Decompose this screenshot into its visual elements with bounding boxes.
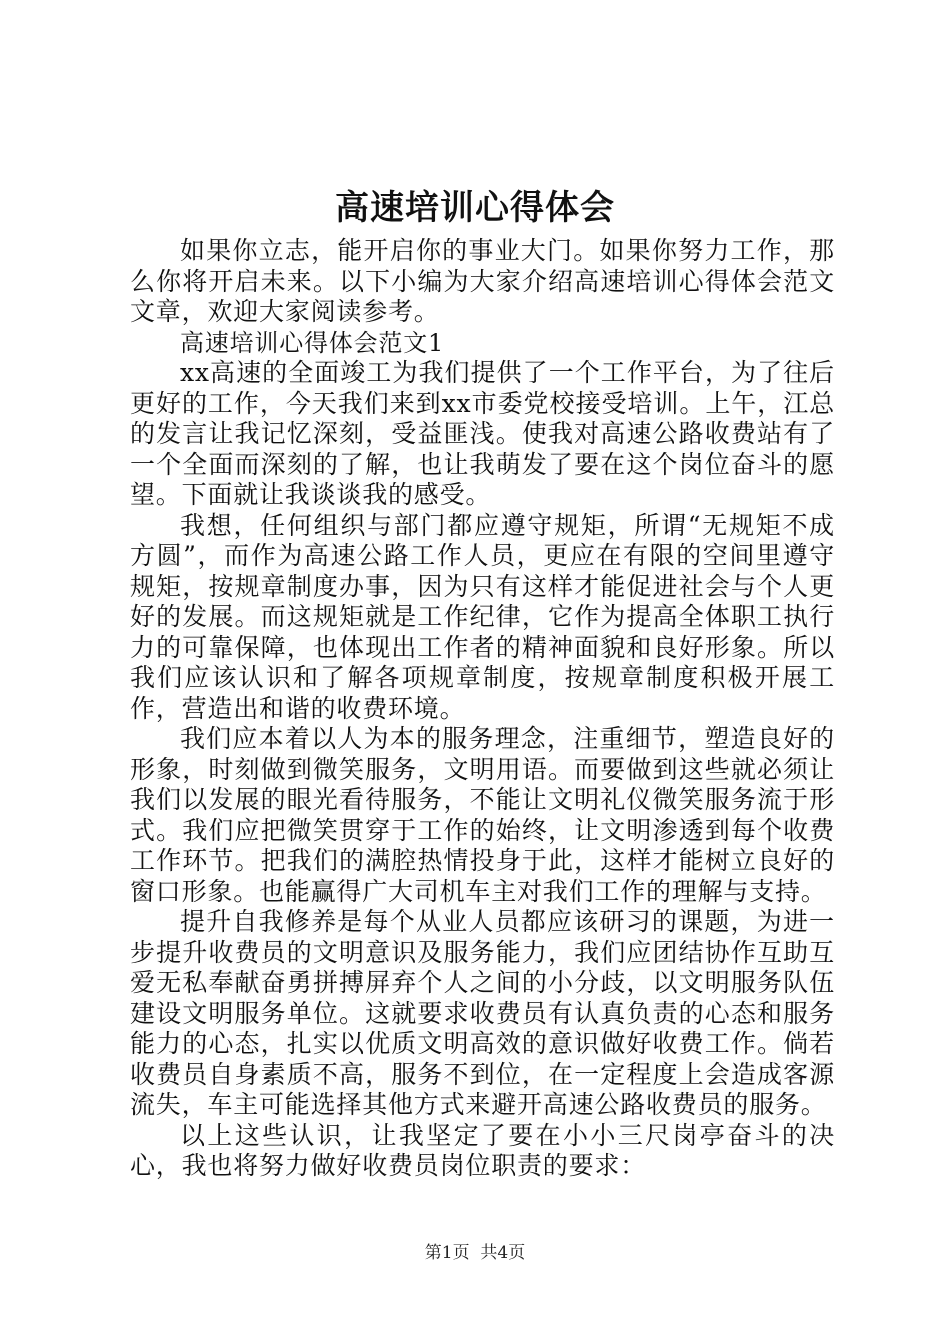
body-paragraph: xx高速的全面竣工为我们提供了一个工作平台，为了往后更好的工作，今天我们来到xx市委党校接受培训。上午，江总的发言让我记忆深刻，受益匪浅。使我对高速公路收费站有了一个全面而深刻的了解，也让我萌发了要在这个岗位奋斗的愿望。下面就让我谈谈我的感受。 <box>130 358 835 509</box>
body-paragraph: 我们应本着以人为本的服务理念，注重细节，塑造良好的形象，时刻做到微笑服务，文明用语。而要做到这些就必须让我们以发展的眼光看待服务，不能让文明礼仪微笑服务流于形式。我们应把微笑贯穿于工作的始终，让文明渗透到每个收费工作环节。把我们的满腔热情投身于此，这样才能树立良好的窗口形象。也能赢得广大司机车主对我们工作的理解与支持。 <box>130 724 835 906</box>
page-footer <box>0 1241 950 1265</box>
body-paragraph: 以上这些认识，让我坚定了要在小小三尺岗亭奋斗的决心，我也将努力做好收费员岗位职责的要求： <box>130 1120 835 1180</box>
page-number: 第1页 <box>424 1243 470 1263</box>
document-title: 高速培训心得体会 <box>335 188 615 228</box>
document-body <box>130 236 835 1182</box>
page-total: 共4页 <box>480 1243 526 1263</box>
body-paragraph: 我想，任何组织与部门都应遵守规矩，所谓“无规矩不成方圆”，而作为高速公路工作人员，更应在有限的空间里遵守规矩，按规章制度办事，因为只有这样才能促进社会与个人更好的发展。而这规矩就是工作纪律，它作为提高全体职工执行力的可靠保障，也体现出工作者的精神面貌和良好形象。所以我们应该认识和了解各项规章制度，按规章制度积极开展工作，营造出和谐的收费环境。 <box>130 510 835 723</box>
section-heading: 高速培训心得体会范文1 <box>180 328 445 357</box>
intro-paragraph: 如果你立志，能开启你的事业大门。如果你努力工作，那么你将开启未来。以下小编为大家介绍高速培训心得体会范文文章，欢迎大家阅读参考。 <box>130 236 835 326</box>
body-paragraph: 提升自我修养是每个从业人员都应该研习的课题，为进一步提升收费员的文明意识及服务能力，我们应团结协作互助互爱无私奉献奋勇拼搏屏弃个人之间的小分歧，以文明服务队伍建设文明服务单位。这就要求收费员有认真负责的心态和服务能力的心态，扎实以优质文明高效的意识做好收费工作。倘若收费员自身素质不高，服务不到位，在一定程度上会造成客源流失，车主可能选择其他方式来避开高速公路收费员的服务。 <box>130 907 835 1119</box>
